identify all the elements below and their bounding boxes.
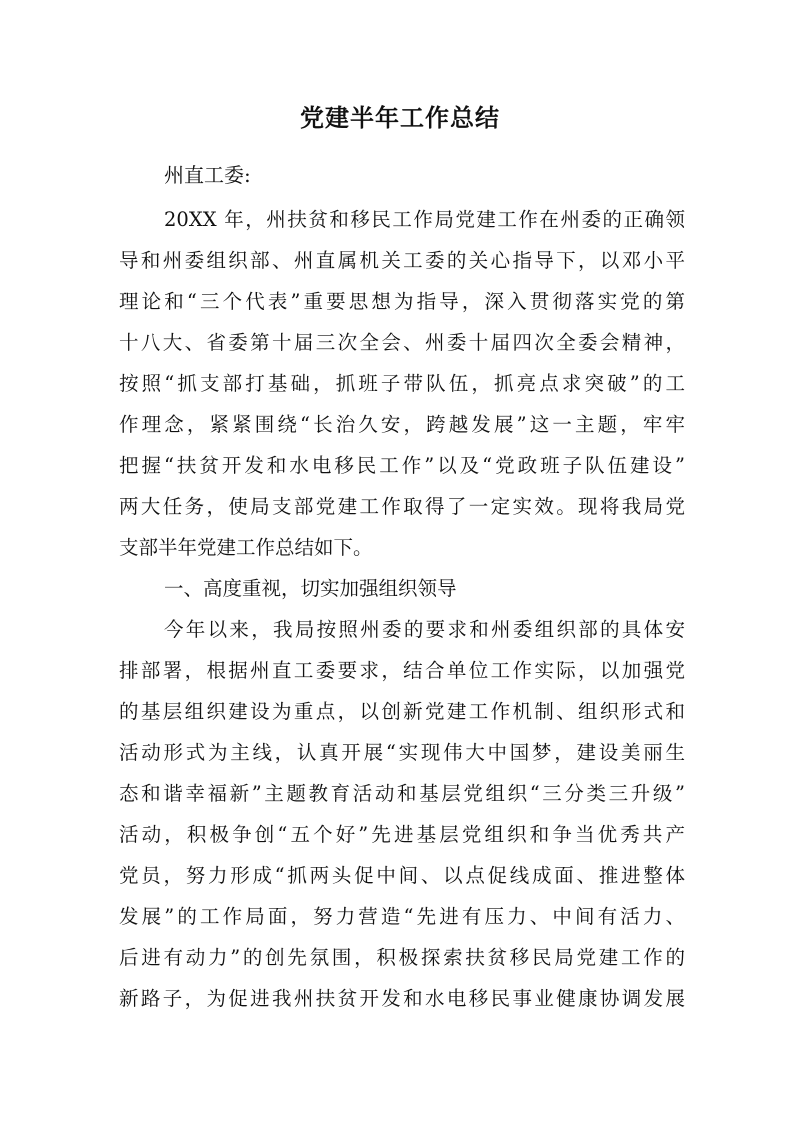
document-body xyxy=(119,199,709,1019)
section-heading: 一、高度重视，切实加强组织领导 xyxy=(164,577,457,600)
paragraph-line: 态和谐幸福新”主题教育活动和基层党组织“三分类三升级” xyxy=(119,782,685,805)
paragraph-line: 作理念，紧紧围绕“长治久安，跨越发展”这一主题，牢牢 xyxy=(119,413,685,436)
paragraph-line: 两大任务，使局支部党建工作取得了一定实效。现将我局党 xyxy=(119,495,685,518)
paragraph-line: 党员，努力形成“抓两头促中间、以点促线成面、推进整体 xyxy=(119,864,685,887)
paragraph-line: 活动，积极争创“五个好”先进基层党组织和争当优秀共产 xyxy=(119,823,685,846)
salutation: 州直工委: xyxy=(164,163,251,187)
paragraph-line: 新路子，为促进我州扶贫开发和水电移民事业健康协调发展 xyxy=(119,987,685,1010)
paragraph-line: 排部署，根据州直工委要求，结合单位工作实际，以加强党 xyxy=(119,659,685,682)
paragraph-line: 十八大、省委第十届三次全会、州委十届四次全委会精神， xyxy=(119,331,685,354)
paragraph-line: 把握“扶贫开发和水电移民工作”以及“党政班子队伍建设” xyxy=(119,454,685,477)
paragraph-line: 后进有动力”的创先氛围，积极探索扶贫移民局党建工作的 xyxy=(119,946,685,969)
document-title: 党建半年工作总结 xyxy=(300,104,500,132)
paragraph-line: 20XX 年，州扶贫和移民工作局党建工作在州委的正确领 xyxy=(164,208,685,231)
paragraph-line: 的基层组织建设为重点，以创新党建工作机制、组织形式和 xyxy=(119,700,685,723)
paragraph-line: 支部半年党建工作总结如下。 xyxy=(119,536,373,559)
paragraph-line: 活动形式为主线，认真开展“实现伟大中国梦，建设美丽生 xyxy=(119,741,685,764)
paragraph-line: 按照“抓支部打基础，抓班子带队伍，抓亮点求突破”的工 xyxy=(119,372,685,395)
paragraph-line: 今年以来，我局按照州委的要求和州委组织部的具体安 xyxy=(164,618,685,641)
paragraph-line: 导和州委组织部、州直属机关工委的关心指导下，以邓小平 xyxy=(119,249,685,272)
paragraph-line: 理论和“三个代表”重要思想为指导，深入贯彻落实党的第 xyxy=(119,290,685,313)
paragraph-line: 发展”的工作局面，努力营造“先进有压力、中间有活力、 xyxy=(119,905,685,928)
